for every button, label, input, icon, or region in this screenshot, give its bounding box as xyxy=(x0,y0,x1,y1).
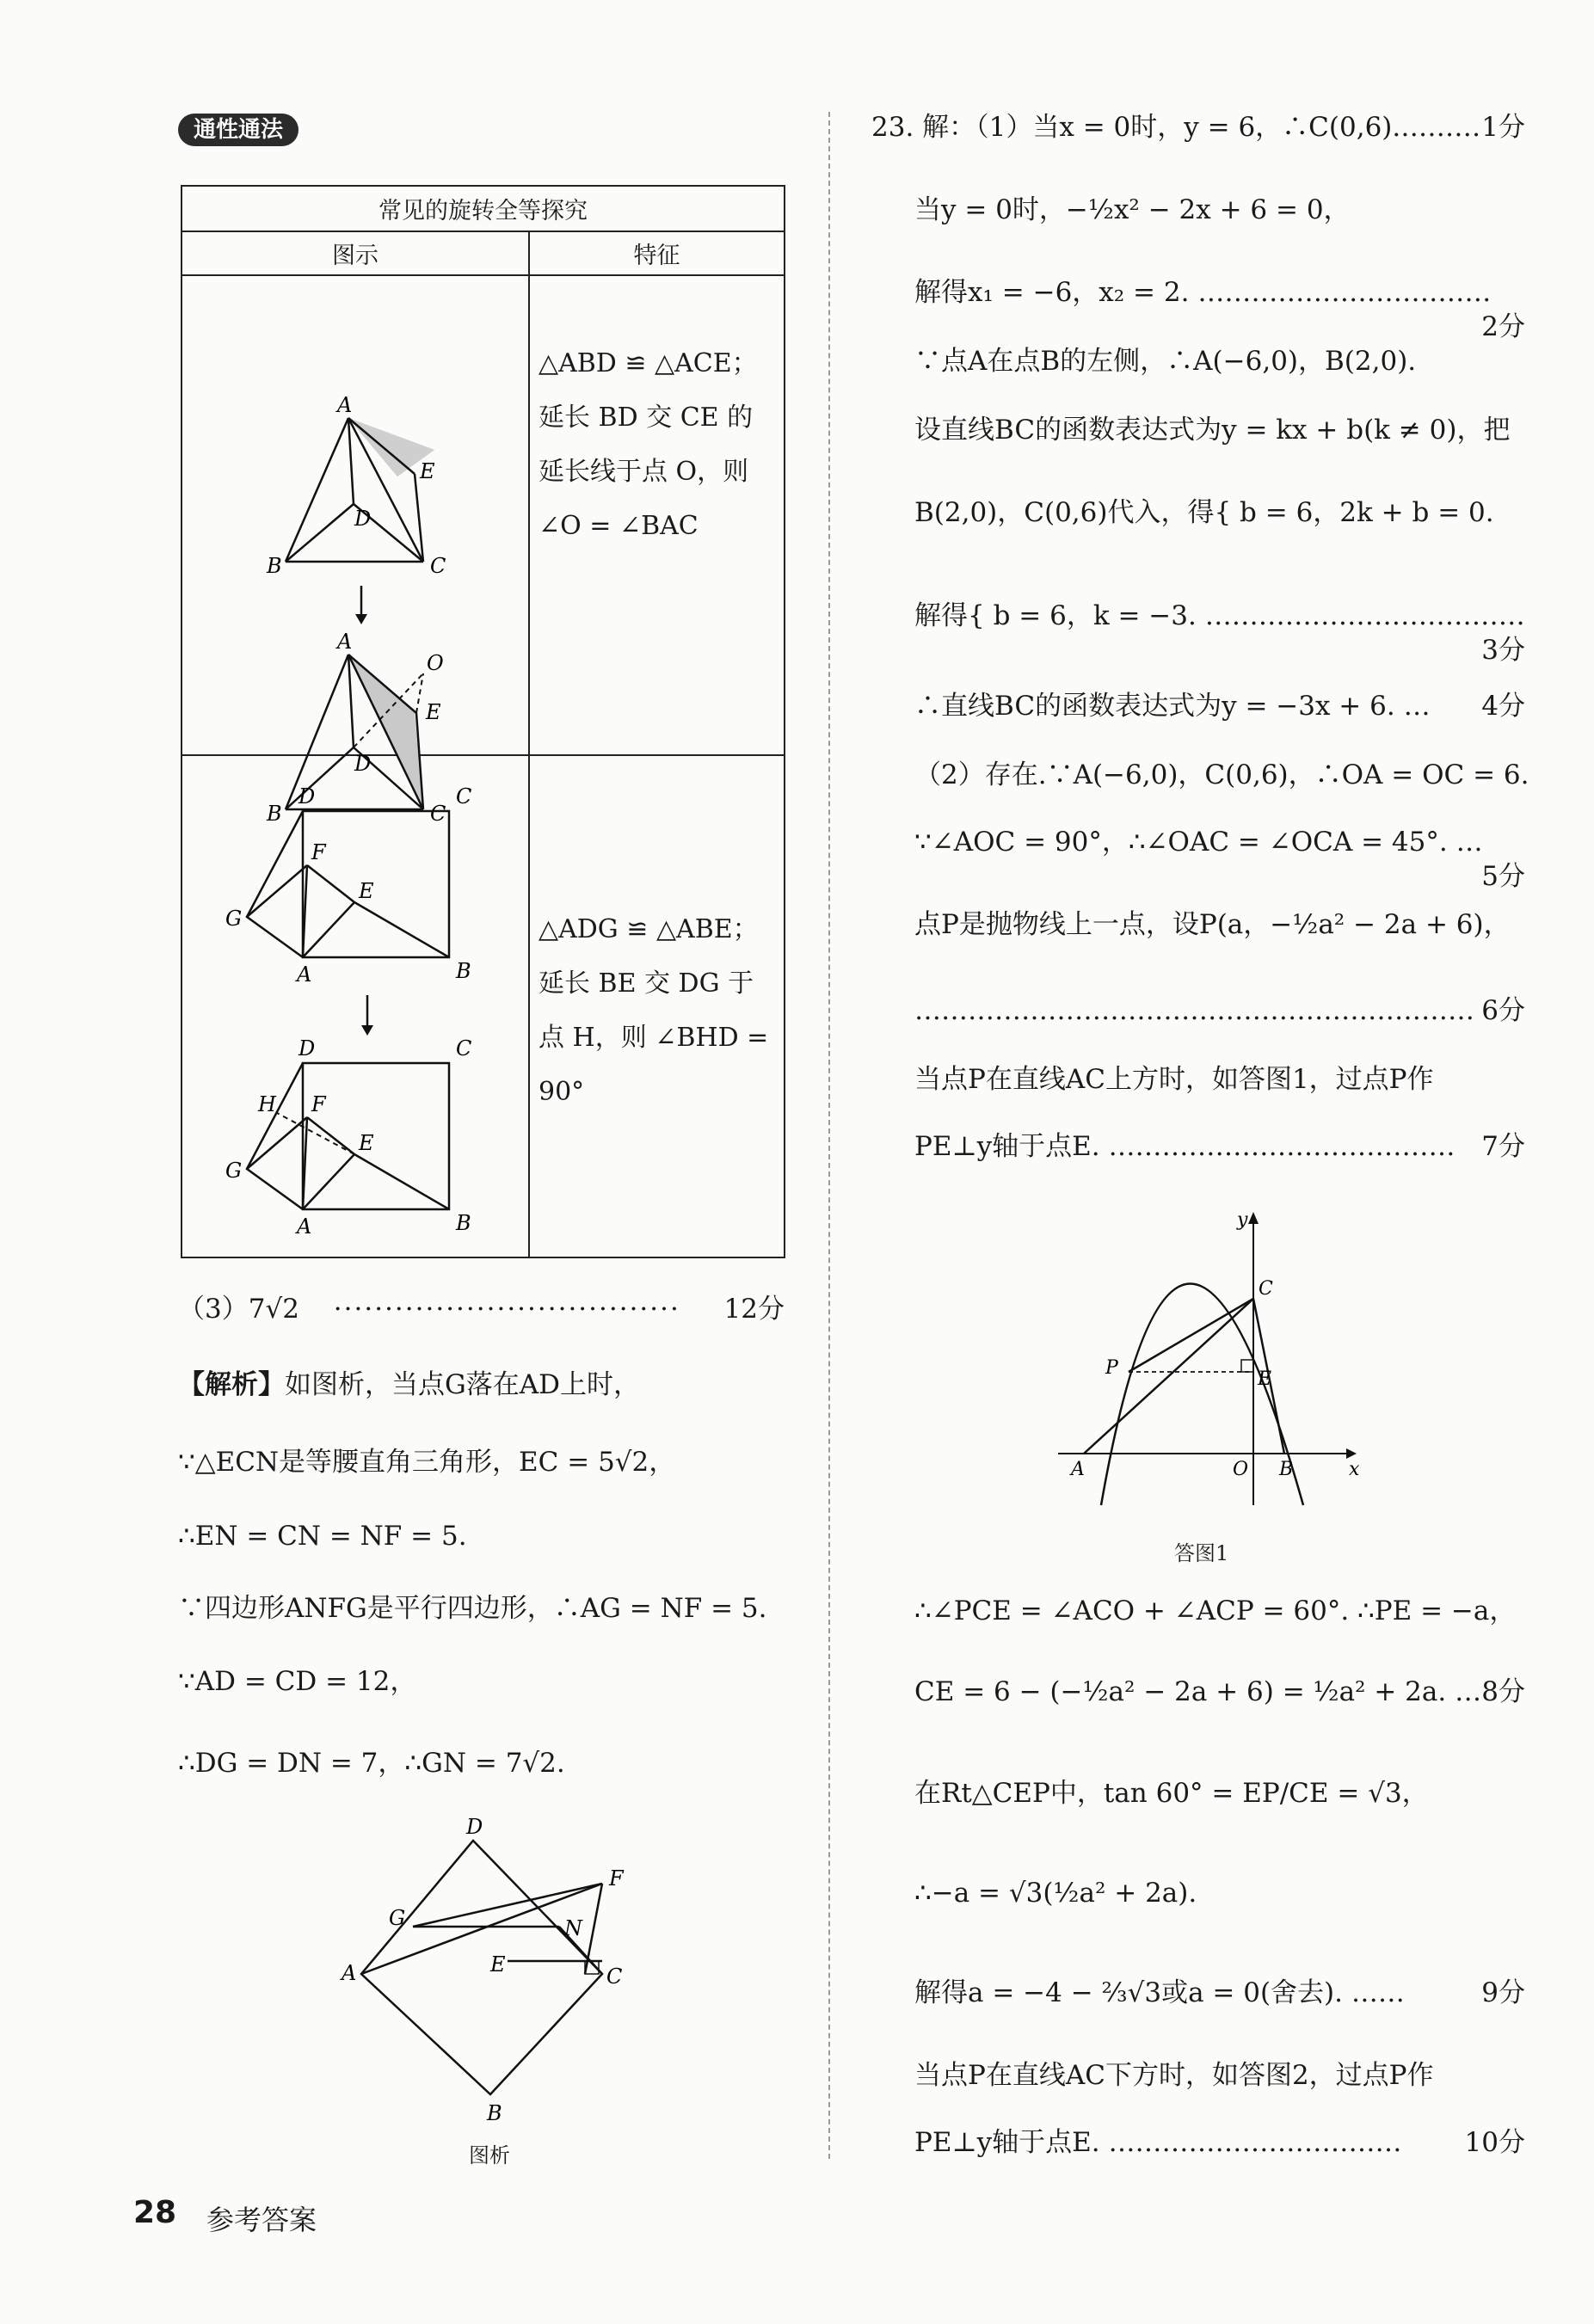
label-tG: G xyxy=(225,1159,243,1183)
analysis-line-0 xyxy=(178,1368,640,1402)
feature1-line1: △ABD ≌ △ACE； xyxy=(539,348,758,378)
sol-line-5 xyxy=(914,495,1525,599)
solution-column xyxy=(871,110,1529,1198)
sol-text-8: （2）存在.∵A(−6,0)，C(0,6)，∴OA = OC = 6. xyxy=(914,759,1529,790)
ans-label-E: E xyxy=(1258,1368,1272,1390)
ans-label-P: P xyxy=(1105,1357,1118,1379)
feature2-line4: 90° xyxy=(539,1077,585,1107)
page-number: 28 xyxy=(133,2195,177,2230)
row1-feature-cell xyxy=(529,275,785,755)
sol-text-5: B(2,0)，C(0,6)代入，得{ b = 6，2k + b = 0. xyxy=(914,497,1494,528)
sol-text-0: 23. 解：（1）当x = 0时，y = 6，∴C(0,6).……… xyxy=(871,112,1481,143)
fig-label-C: C xyxy=(606,1964,623,1989)
analysis-line-4: ∵AD = CD = 12， xyxy=(178,1666,417,1697)
feature2-line3: 点 H，则 ∠BHD = xyxy=(539,1023,769,1053)
analysis-line-2: ∴EN = CN = NF = 5. xyxy=(178,1521,467,1552)
sol-text-2: 解得x₁ = −6，x₂ = 2. …………………………… xyxy=(914,277,1492,308)
sol2-line-1 xyxy=(914,1675,1525,1776)
sol2-line-0 xyxy=(914,1594,1525,1675)
sol2-line-2 xyxy=(914,1776,1525,1876)
ans-label-A: A xyxy=(1071,1459,1085,1480)
label-B: B xyxy=(267,554,282,578)
analysis-text-0: 如图析，当点G落在AD上时， xyxy=(285,1369,641,1400)
ans-label-x: x xyxy=(1349,1459,1360,1480)
label-A2: A xyxy=(337,630,353,654)
sol-text-11: ……………………………………………………… xyxy=(914,995,1474,1026)
label-B2: B xyxy=(267,802,282,826)
sol2-text-0: ∴∠PCE = ∠ACO + ∠ACP = 60°. ∴PE = −a， xyxy=(914,1595,1517,1626)
solution-column-continued xyxy=(914,1594,1525,2194)
sol-text-9: ∵∠AOC = 90°，∴∠OAC = ∠OCA = 45°. … xyxy=(914,827,1483,858)
sol-score-2: 2分 xyxy=(1481,311,1525,342)
square-rotation-diagram xyxy=(182,756,526,1253)
sol-text-7: ∴直线BC的函数表达式为y = −3x + 6. … xyxy=(914,691,1431,722)
label-E: E xyxy=(420,459,435,483)
feature1-line4: ∠O = ∠BAC xyxy=(539,511,699,541)
sol-text-3: ∵点A在点B的左侧，∴A(−6,0)，B(2,0). xyxy=(914,346,1417,377)
row2-diagram-cell xyxy=(182,755,529,1257)
label-A: A xyxy=(337,393,353,417)
label-E2: E xyxy=(426,700,441,724)
ans-label-C: C xyxy=(1259,1278,1273,1300)
ans-label-y: y xyxy=(1237,1209,1248,1231)
label-sE: E xyxy=(359,879,374,903)
analysis-figure-caption: 图析 xyxy=(469,2143,510,2167)
sol2-line-4 xyxy=(914,1976,1525,2058)
fig-label-F: F xyxy=(609,1866,624,1891)
sol-text-12: 当点P在直线AC上方时，如答图1，过点P作 xyxy=(914,1064,1434,1095)
sol-text-1: 当y = 0时，−½x² − 2x + 6 = 0， xyxy=(914,194,1351,225)
col-diagram-header: 图示 xyxy=(182,231,529,275)
label-tB: B xyxy=(456,1211,471,1235)
label-tH: H xyxy=(258,1092,276,1116)
feature1-line3: 延长线于点 O，则 xyxy=(539,457,749,487)
ans-label-O: O xyxy=(1233,1459,1249,1480)
label-sD: D xyxy=(298,784,316,808)
feature2-line1: △ADG ≌ △ABE； xyxy=(539,914,759,944)
analysis-tag: 【解析】 xyxy=(178,1369,285,1400)
method-badge: 通性通法 xyxy=(178,114,298,146)
row2-feature-cell xyxy=(529,755,785,1257)
sol-line-10 xyxy=(914,907,1525,993)
label-O: O xyxy=(427,651,444,675)
label-tC: C xyxy=(456,1036,472,1061)
label-C2: C xyxy=(430,802,446,826)
fig-label-N: N xyxy=(564,1916,582,1940)
label-tA: A xyxy=(297,1214,312,1239)
label-sA: A xyxy=(297,962,312,987)
fig-label-D: D xyxy=(466,1815,483,1839)
label-tD: D xyxy=(298,1036,316,1061)
fig-label-E: E xyxy=(490,1952,506,1977)
sol-line-9 xyxy=(914,825,1525,907)
sol-line-12 xyxy=(914,1062,1525,1129)
label-sB: B xyxy=(456,959,471,983)
sol2-text-2: 在Rt△CEP中，tan 60° = EP/CE = √3， xyxy=(914,1778,1429,1809)
col-feature-header: 特征 xyxy=(529,231,785,275)
label-sC: C xyxy=(456,784,472,808)
sol-line-11 xyxy=(914,993,1525,1062)
analysis-line-5: ∴DG = DN = 7，∴GN = 7√2. xyxy=(178,1748,565,1779)
sol-line-8 xyxy=(914,758,1529,825)
sol-text-13: PE⊥y轴于点E. ………………………………… xyxy=(914,1131,1456,1162)
column-divider xyxy=(828,112,830,2159)
answer-figure-1 xyxy=(1054,1208,1372,1518)
sol-score-0: 1分 xyxy=(1481,112,1525,143)
sol-line-3 xyxy=(914,344,1525,413)
sol-line-13 xyxy=(914,1129,1525,1198)
sol-score-13: 7分 xyxy=(1481,1131,1525,1162)
analysis-line-3: ∵四边形ANFG是平行四边形，∴AG = NF = 5. xyxy=(178,1593,767,1624)
label-D: D xyxy=(354,507,372,531)
analysis-figure xyxy=(327,1815,654,2185)
sol-line-7 xyxy=(914,689,1525,758)
sol-line-6 xyxy=(914,599,1525,689)
sol2-line-3 xyxy=(914,1876,1525,1976)
feature2-line2: 延长 BE 交 DG 于 xyxy=(539,968,754,999)
answer-figure-1-caption: 答图1 xyxy=(1174,1541,1229,1565)
fig-label-A: A xyxy=(342,1961,357,1985)
footer-label: 参考答案 xyxy=(206,2204,317,2236)
sol2-text-3: ∴−a = √3(½a² + 2a). xyxy=(914,1878,1197,1909)
sol2-score-4: 9分 xyxy=(1481,1977,1525,2008)
sol2-text-1: CE = 6 − (−½a² − 2a + 6) = ½a² + 2a. … xyxy=(914,1676,1482,1707)
label-D2: D xyxy=(354,752,372,776)
sol2-text-6: PE⊥y轴于点E. …………………………… xyxy=(914,2127,1402,2158)
sol-text-6: 解得{ b = 6，k = −3. ……………………………… xyxy=(914,600,1525,631)
label-tE: E xyxy=(359,1131,374,1155)
sol-score-9: 5分 xyxy=(1481,861,1525,892)
sol2-text-4: 解得a = −4 − ⅔√3或a = 0(舍去). …… xyxy=(914,1977,1405,2008)
triangle-rotation-diagram xyxy=(182,276,526,826)
sol-score-11: 6分 xyxy=(1481,995,1525,1026)
sol-line-2 xyxy=(914,275,1525,344)
part3-score: 12分 xyxy=(723,1294,785,1325)
ans-label-B: B xyxy=(1279,1459,1294,1480)
fig-label-B: B xyxy=(487,2101,502,2125)
label-C: C xyxy=(430,554,446,578)
label-tF: F xyxy=(311,1092,326,1116)
part3-answer: （3）7√2 ·································· 12分 xyxy=(178,1294,785,1325)
feature1-line2: 延长 BD 交 CE 的 xyxy=(539,403,754,433)
part3-value: （3）7√2 xyxy=(178,1294,299,1325)
sol2-line-6 xyxy=(914,2125,1525,2194)
sol-score-6: 3分 xyxy=(1481,635,1525,666)
fig-label-G: G xyxy=(389,1906,406,1930)
sol2-score-6: 10分 xyxy=(1464,2127,1525,2158)
sol2-line-5 xyxy=(914,2058,1525,2125)
row1-diagram-cell xyxy=(182,275,529,826)
sol-text-4: 设直线BC的函数表达式为y = kx + b(k ≠ 0)，把 xyxy=(914,415,1511,446)
rotation-table xyxy=(181,185,785,1258)
analysis-line-1: ∵△ECN是等腰直角三角形，EC = 5√2， xyxy=(178,1447,676,1478)
sol2-score-1: 8分 xyxy=(1481,1676,1525,1707)
label-sG: G xyxy=(225,907,243,931)
label-sF: F xyxy=(311,840,326,864)
sol-line-0 xyxy=(871,110,1525,193)
sol-line-4 xyxy=(914,413,1525,495)
sol-score-7: 4分 xyxy=(1481,691,1525,722)
sol2-text-5: 当点P在直线AC下方时，如答图2，过点P作 xyxy=(914,2060,1434,2091)
sol-line-1 xyxy=(914,193,1525,275)
sol-text-10: 点P是抛物线上一点，设P(a，−½a² − 2a + 6)， xyxy=(914,909,1511,940)
table-title: 常见的旋转全等探究 xyxy=(182,186,785,231)
